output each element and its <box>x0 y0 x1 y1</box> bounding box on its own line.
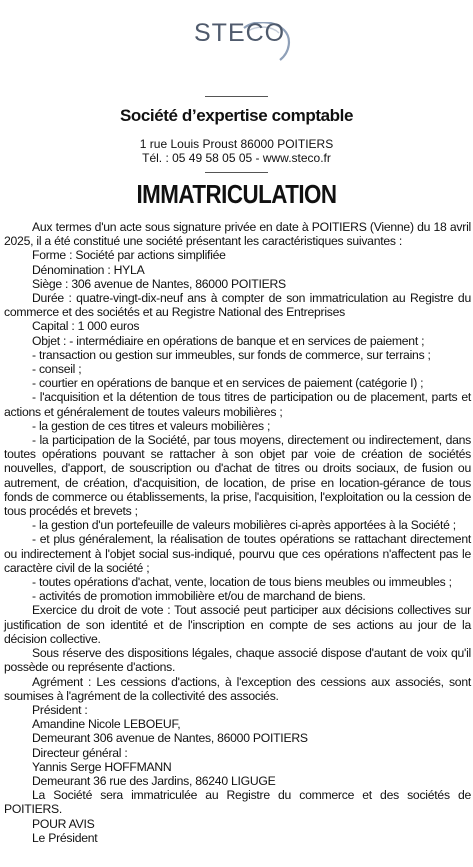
middle-divider <box>205 172 268 173</box>
paragraph-objet-item: - la gestion de ces titres et valeurs mobilières ; <box>32 418 271 433</box>
logo-text: STECO <box>194 19 286 47</box>
paragraph-objet-item: - activités de promotion immobilière et/ou de marchand de biens. <box>32 589 366 604</box>
steco-logo <box>188 19 298 66</box>
paragraph-denomination: Dénomination : HYLA <box>32 262 145 277</box>
paragraph-objet-item: - la participation de la Société, par tous moyens, directement ou indirectement, dans toutes opérations pouvant se rattacher à son objet par voie de création de sociétés nouvelles, d'apport, de souscription ou d'achat de titres ou droits sociaux, de fusion ou autrement, de création, d'acquisition, de location, de prise en location-gérance de tous fonds de commerce ou établissements, la prise, l'acquisition, l'exploitation ou la cession de tous procédés et brevets ; <box>4 433 471 519</box>
notice-body <box>4 220 471 845</box>
paragraph-agrement: Agrément : Les cessions d'actions, à l'exception des cessions aux associés, sont soumises à l'agrément de la collectivité des associés. <box>4 674 471 703</box>
paragraph-signatory: Le Président <box>32 830 98 845</box>
paragraph-objet-item: - l'acquisition et la détention de tous titres de participation ou de placement, parts et actions et généralement de toutes valeurs mobilières ; <box>4 390 471 419</box>
paragraph-objet-item: - transaction ou gestion sur immeubles, sur fonds de commerce, sur terrains ; <box>32 347 431 362</box>
firm-name: Société d’expertise comptable <box>119 106 354 125</box>
paragraph-president-name: Amandine Nicole LEBOEUF, <box>32 717 181 732</box>
firm-address: 1 rue Louis Proust 86000 POITIERS <box>139 137 334 151</box>
paragraph-president-address: Demeurant 306 avenue de Nantes, 86000 POITIERS <box>32 731 308 746</box>
notice-title: IMMATRICULATION <box>136 179 337 209</box>
top-divider <box>205 96 268 97</box>
paragraph-objet-item: - toutes opérations d'achat, vente, location de tous biens meubles ou immeubles ; <box>32 575 452 590</box>
paragraph-droit-de-vote: Exercice du droit de vote : Tout associé peut participer aux décisions collectives sur justification de son identité et de l'inscription en compte de ses actions au jour de la décision collective. <box>4 603 471 646</box>
paragraph-forme: Forme : Société par actions simplifiée <box>32 248 226 263</box>
paragraph-president-label: Président : <box>32 702 88 717</box>
paragraph-objet-item: - courtier en opérations de banque et en services de paiement (catégorie I) ; <box>32 376 424 391</box>
paragraph-duree: Durée : quatre-vingt-dix-neuf ans à compter de son immatriculation au Registre du commerce et des sociétés et au Registre National des Entreprises <box>4 291 471 320</box>
firm-contact: Tél. : 05 49 58 05 05 - www.steco.fr <box>142 151 331 165</box>
paragraph-pour-avis: POUR AVIS <box>32 816 95 831</box>
paragraph-dg-name: Yannis Serge HOFFMANN <box>32 759 172 774</box>
paragraph-objet-item: - conseil ; <box>32 362 82 377</box>
paragraph-siege: Siège : 306 avenue de Nantes, 86000 POITIERS <box>32 276 286 291</box>
paragraph-objet-item: - la gestion d'un portefeuille de valeurs mobilières ci-après apportées à la Société ; <box>32 518 456 533</box>
paragraph-objet: Objet : - intermédiaire en opérations de banque et en services de paiement ; <box>32 333 425 348</box>
paragraph-objet-item: - et plus généralement, la réalisation de toutes opérations se rattachant directement ou indirectement à l'objet social sus-indiqué, pourvu que ces opérations n'affectent pas le caractère civil de la société ; <box>4 532 471 575</box>
paragraph-dg-address: Demeurant 36 rue des Jardins, 86240 LIGUGE <box>32 773 276 788</box>
paragraph-registration: La Société sera immatriculée au Registre du commerce et des sociétés de POITIERS. <box>4 788 471 817</box>
paragraph-intro: Aux termes d'un acte sous signature privée en date à POITIERS (Vienne) du 18 avril 2025, il a été constitué une société présentant les caractéristiques suivantes : <box>4 220 471 249</box>
paragraph-capital: Capital : 1 000 euros <box>32 319 140 334</box>
paragraph-voix: Sous réserve des dispositions légales, chaque associé dispose d'autant de voix qu'il possède ou représente d'actions. <box>4 646 471 675</box>
paragraph-dg-label: Directeur général : <box>32 745 128 760</box>
